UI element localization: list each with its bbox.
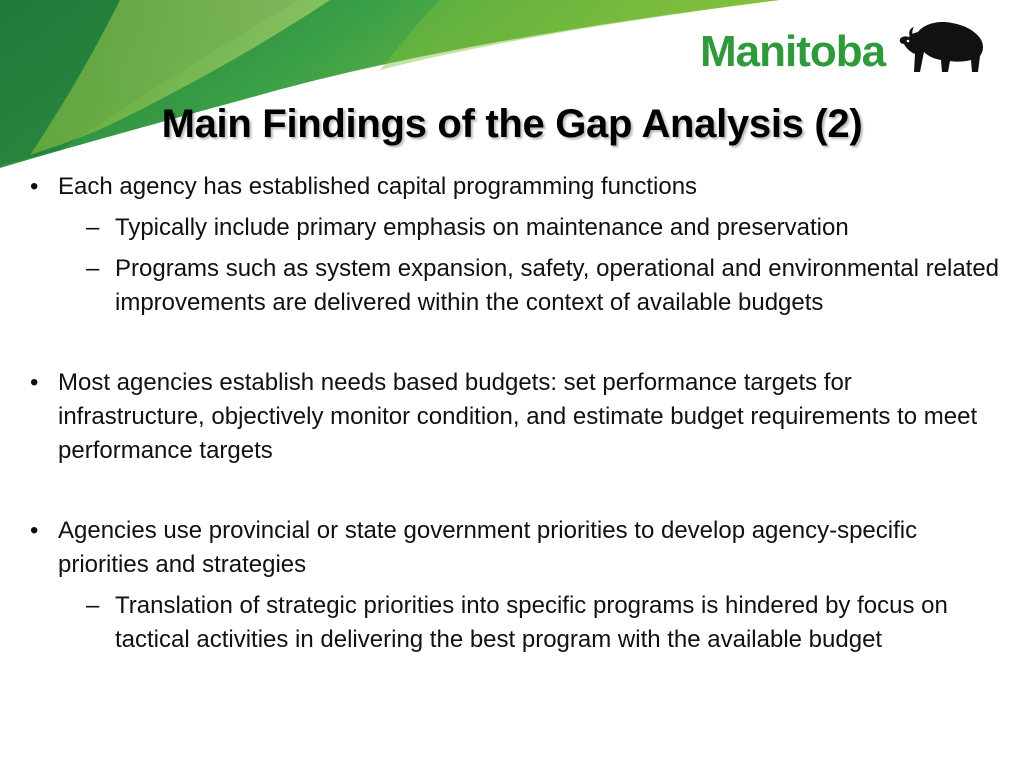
sub-bullet-text: Programs such as system expansion, safety, operational and environmental related improvements are delivered within the context of available budgets (115, 255, 1000, 316)
sub-bullet-text: Translation of strategic priorities into specific programs is hindered by focus on tactical activities in delivering the best program with the available budget (115, 592, 948, 653)
sub-bullet-marker: – (86, 214, 100, 241)
sub-bullet-item (28, 211, 1003, 245)
sub-bullet-marker: – (86, 255, 100, 282)
manitoba-logo (700, 18, 1000, 82)
bullet-item (28, 514, 1003, 582)
bullet-marker: • (30, 173, 39, 200)
bullet-marker: • (30, 369, 39, 396)
bullet-marker: • (30, 517, 39, 544)
sub-bullet-marker: – (86, 592, 100, 619)
bullet-item (28, 366, 1003, 468)
bullet-text: Agencies use provincial or state government priorities to develop agency-specific priorities and strategies (58, 517, 918, 578)
bullet-item (28, 170, 1003, 204)
bison-icon (898, 18, 990, 78)
sub-bullet-item (28, 252, 1003, 320)
slide-title: Main Findings of the Gap Analysis (2) (161, 102, 863, 146)
logo-wordmark: Manitoba (700, 27, 886, 76)
bullet-text: Each agency has established capital programming functions (58, 173, 698, 200)
bullet-list (28, 170, 1003, 657)
sub-bullet-item (28, 589, 1003, 657)
sub-bullet-text: Typically include primary emphasis on maintenance and preservation (115, 214, 849, 241)
bullet-text: Most agencies establish needs based budgets: set performance targets for infrastructure, objectively monitor condition, and estimate budget requirements to meet performance targets (58, 369, 978, 464)
